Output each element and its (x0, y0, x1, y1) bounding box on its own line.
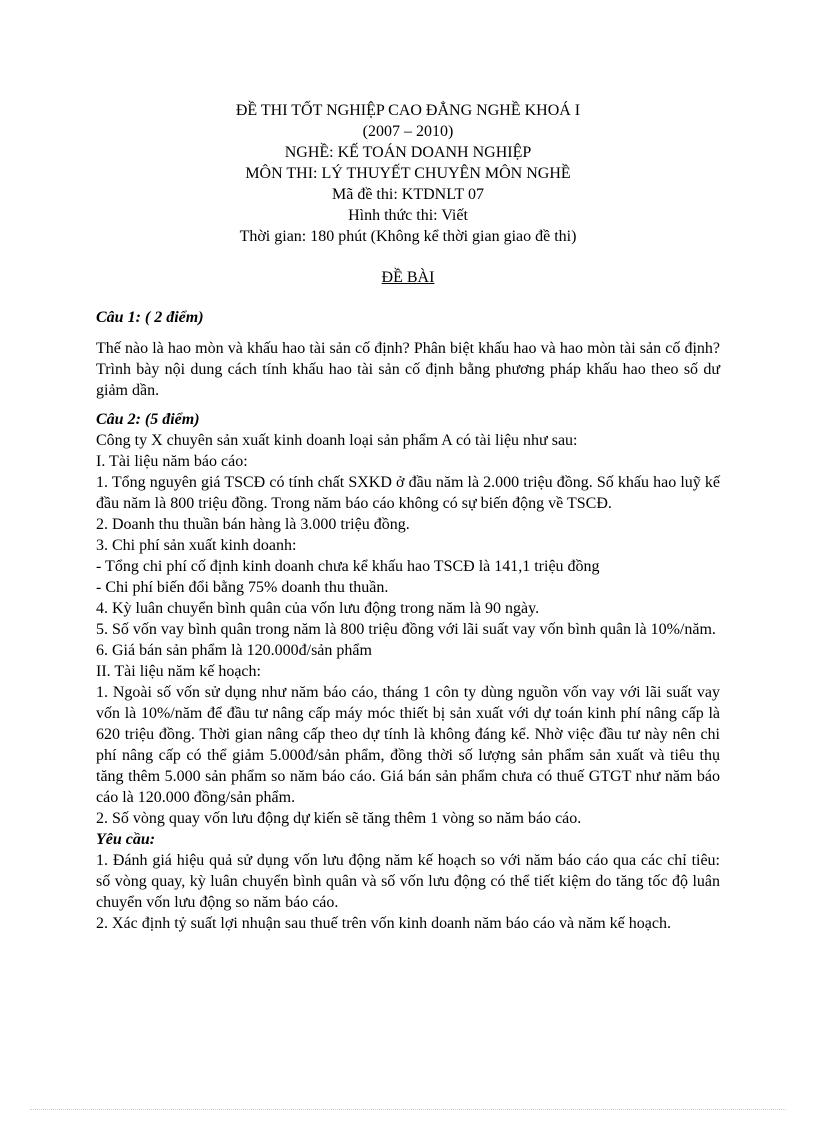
requirement-2: 2. Xác định tỷ suất lợi nhuận sau thuế trên vốn kinh doanh năm báo cáo và năm kế hoạch. (96, 915, 671, 932)
exam-title: ĐỀ THI TỐT NGHIỆP CAO ĐẲNG NGHỀ KHOÁ I (235, 102, 581, 119)
exam-code: Mã đề thi: KTDNLT 07 (332, 186, 484, 203)
exam-format: Hình thức thi: Viết (348, 207, 468, 224)
page-bottom-divider (30, 1109, 786, 1110)
question-1-heading: Câu 1: ( 2 điểm) (96, 309, 204, 326)
report-item-3a: - Tổng chi phí cố định kinh doanh chưa kể khấu hao TSCĐ là 141,1 triệu đồng (96, 558, 600, 575)
question-1-text: Thế nào là hao mòn và khấu hao tài sản cố định? Phân biệt khấu hao và hao mòn tài sản cố định? Trình bày nội dung cách tính khấu hao tài sản cố định bằng phương pháp khấu hao theo số dư giảm dần. (96, 340, 720, 399)
section-title (96, 269, 720, 287)
requirement-1: 1. Đánh giá hiệu quả sử dụng vốn lưu động năm kế hoạch so với năm báo cáo qua các chỉ tiêu: số vòng quay, kỳ luân chuyển bình quân và số vốn lưu động có thể tiết kiệm do tăng tốc độ luân chuyển vốn lưu động so năm báo cáo. (96, 852, 720, 911)
report-item-3: 3. Chi phí sản xuất kinh doanh: (96, 537, 297, 554)
question-2-intro: Công ty X chuyên sản xuất kinh doanh loại sản phẩm A có tài liệu như sau: (96, 432, 578, 449)
report-item-1: 1. Tổng nguyên giá TSCĐ có tính chất SXKD ở đầu năm là 2.000 triệu đồng. Số khấu hao luỹ kế đầu năm là 800 triệu đồng. Trong năm báo cáo không có sự biến động về TSCĐ. (96, 474, 720, 512)
requirements-list (96, 850, 720, 934)
question-2-body (96, 430, 720, 829)
exam-subject: MÔN THI: LÝ THUYẾT CHUYÊN MÔN NGHỀ (245, 165, 571, 182)
report-item-5: 5. Số vốn vay bình quân trong năm là 800 triệu đồng với lãi suất vay vốn bình quân là 10%/năm. (96, 621, 716, 638)
report-item-2: 2. Doanh thu thuần bán hàng là 3.000 triệu đồng. (96, 516, 410, 533)
plan-item-2: 2. Số vòng quay vốn lưu động dự kiến sẽ tăng thêm 1 vòng so năm báo cáo. (96, 810, 582, 827)
exam-content (96, 100, 720, 934)
exam-profession: NGHỀ: KẾ TOÁN DOANH NGHIỆP (284, 144, 532, 161)
report-item-3b: - Chi phí biến đổi bằng 75% doanh thu thuần. (96, 579, 389, 596)
section-title-text: ĐỀ BÀI (381, 269, 435, 286)
plan-item-1: 1. Ngoài số vốn sử dụng như năm báo cáo, tháng 1 côn ty dùng nguồn vốn vay với lãi suất vay vốn là 10%/năm để đầu tư nâng cấp máy móc thiết bị sản xuất với dự toán kinh phí nâng cấp là 620 triệu đồng. Thời gian nâng cấp theo dự tính là không đáng kể. Nhờ việc đầu tư này nên chi phí nâng cấp có thể giảm 5.000đ/sản phẩm, đồng thời số lượng sản phẩm sản xuất và tiêu thụ tăng thêm 5.000 sản phẩm so năm báo cáo. Giá bán sản phẩm chưa có thuế GTGT như năm báo cáo là 120.000 đồng/sản phẩm. (96, 684, 720, 806)
plan-year-heading: II. Tài liệu năm kế hoạch: (96, 663, 261, 680)
exam-period: (2007 – 2010) (362, 123, 454, 140)
exam-header (96, 100, 720, 247)
report-item-4: 4. Kỳ luân chuyển bình quân của vốn lưu động trong năm là 90 ngày. (96, 600, 540, 617)
report-year-heading: I. Tài liệu năm báo cáo: (96, 453, 248, 470)
report-item-6: 6. Giá bán sản phẩm là 120.000đ/sản phẩm (96, 642, 372, 659)
question-2-heading: Câu 2: (5 điểm) (96, 411, 200, 428)
exam-duration: Thời gian: 180 phút (Không kể thời gian giao đề thi) (239, 228, 577, 245)
requirements-heading: Yêu cầu: (96, 831, 156, 848)
